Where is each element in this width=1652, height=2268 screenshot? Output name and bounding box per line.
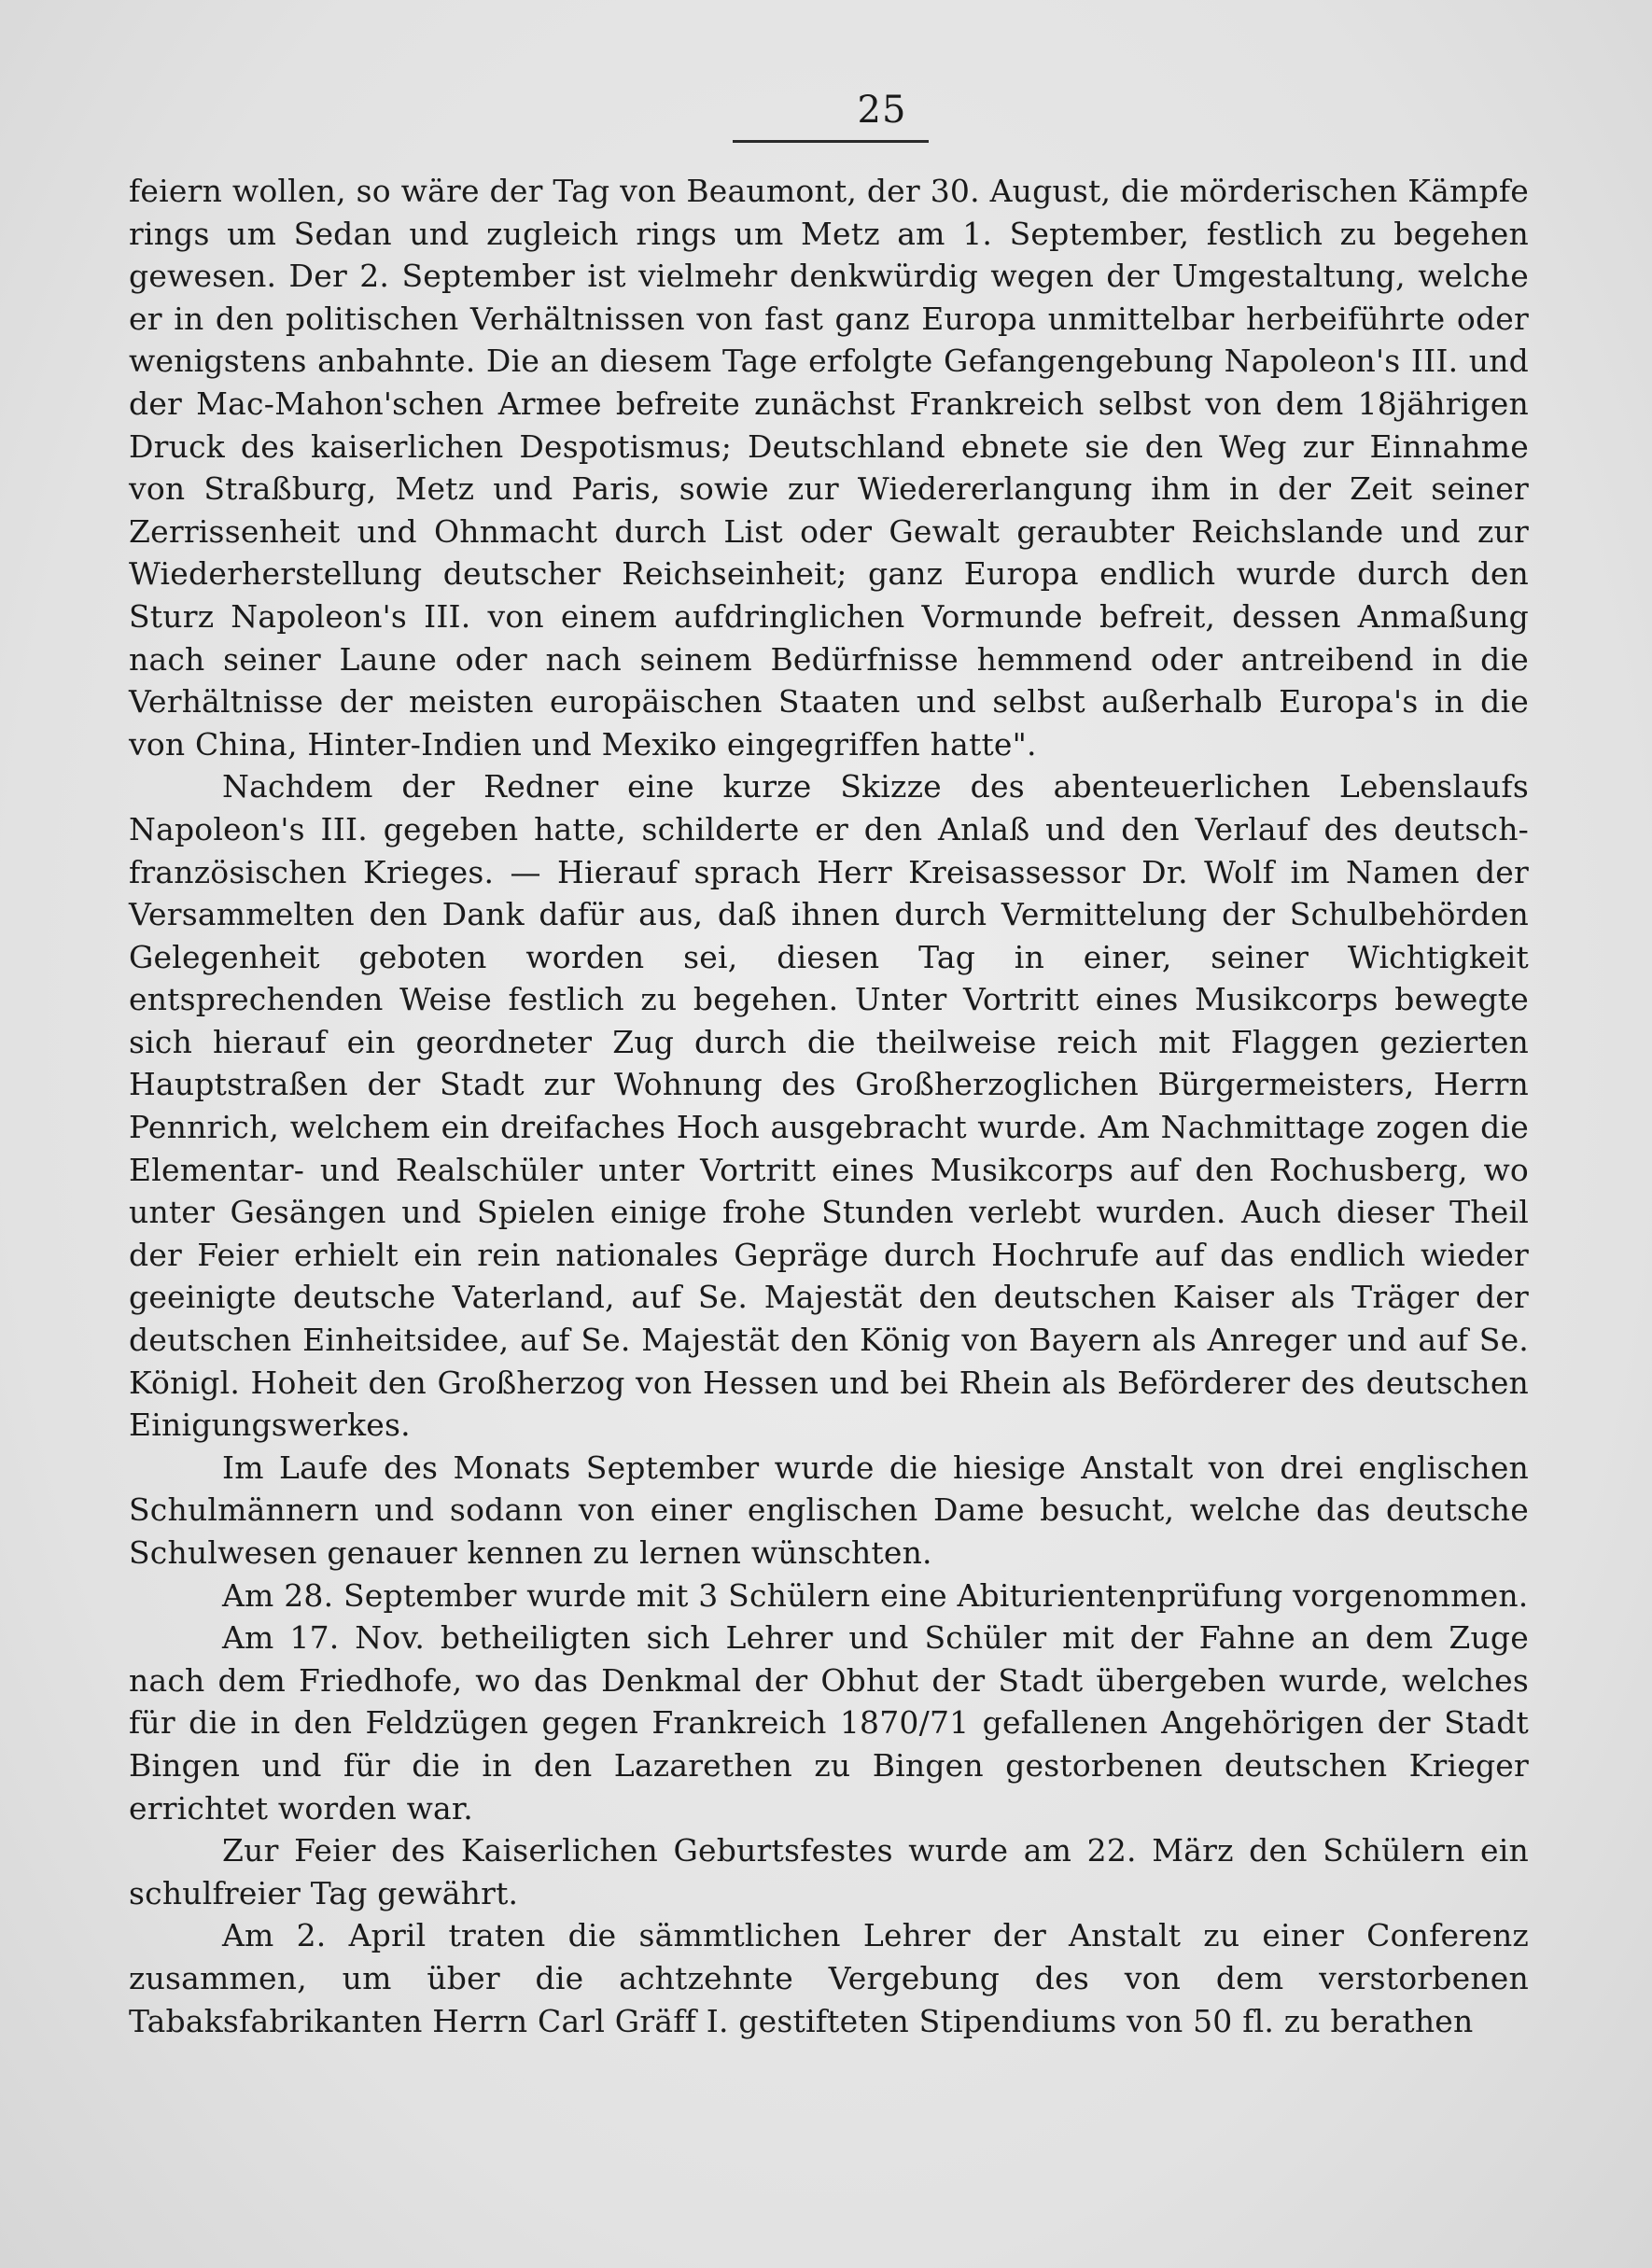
paragraph-speaker: Nachdem der Redner eine kurze Skizze des abenteuerlichen Lebenslaufs Napoleon's III. gegeben hatte, schilderte er den Anlaß und den Verlauf des deutsch-französischen Krieges. — Hierauf sprach Herr Kreisassessor Dr. Wolf im Namen der Versammelten den Dank dafür aus, daß ihnen durch Vermittelung der Schulbehörden Gelegenheit geboten worden sei, diesen Tag in einer, seiner Wichtigkeit entsprechenden Weise festlich zu begehen. Unter Vortritt eines Musikcorps bewegte sich hierauf ein geordneter Zug durch die theilweise reich mit Flaggen gezierten Hauptstraßen der Stadt zur Wohnung des Großherzoglichen Bürgermeisters, Herrn Pennrich, welchem ein dreifaches Hoch ausgebracht wurde. Am Nachmittage zogen die Elementar- und Realschüler unter Vortritt eines Musikcorps auf den Rochusberg, wo unter Gesängen und Spielen einige frohe Stunden verlebt wurden. Auch dieser Theil der Feier erhielt ein rein nationales Gepräge durch Hochrufe auf das endlich wieder geeinigte deutsche Vaterland, auf Se. Majestät den deutschen Kaiser als Träger der deutschen Einheitsidee, auf Se. Majestät den König von Bayern als Anreger und auf Se. Königl. Hoheit den Großherzog von Hessen und bei Rhein als Beförderer des deutschen Einigungswerkes. <box>129 768 1529 1444</box>
paragraph-continuation: feiern wollen, so wäre der Tag von Beaumont, der 30. August, die mörderischen Kämpfe rings um Sedan und zugleich rings um Metz am 1. September, festlich zu begehen gewesen. Der 2. September ist vielmehr denkwürdig wegen der Umgestaltung, welche er in den politischen Verhältnissen von fast ganz Europa unmittelbar herbeiführte oder wenigstens anbahnte. Die an diesem Tage erfolgte Gefangengebung Napoleon's III. und der Mac-Mahon'schen Armee befreite zunächst Frankreich selbst von dem 18jährigen Druck des kaiserlichen Despotismus; Deutschland ebnete sie den Weg zur Einnahme von Straßburg, Metz und Paris, sowie zur Wiedererlangung ihm in der Zeit seiner Zerrissenheit und Ohnmacht durch List oder Gewalt geraubter Reichslande und zur Wiederherstellung deutscher Reichseinheit; ganz Europa endlich wurde durch den Sturz Napoleon's III. von einem aufdringlichen Vormunde befreit, dessen Anmaßung nach seiner Laune oder nach seinem Bedürfnisse hemmend oder antreibend in die Verhältnisse der meisten europäischen Staaten und selbst außerhalb Europa's in die von China, Hinter-Indien und Mexiko eingegriffen hatte". <box>129 173 1529 763</box>
body-text <box>129 170 1529 2042</box>
paragraph-september-visit: Im Laufe des Monats September wurde die hiesige Anstalt von drei englischen Schulmännern und sodann von einer englischen Dame besucht, welche das deutsche Schulwesen genauer kennen zu lernen wünschten. <box>129 1449 1529 1571</box>
header-rule <box>733 140 929 143</box>
page-header <box>0 89 1652 132</box>
paragraph-abitur: Am 28. September wurde mit 3 Schülern eine Abiturientenprüfung vorgenommen. <box>222 1576 1529 1614</box>
page-number: 25 <box>857 89 907 132</box>
paragraph-april-conference: Am 2. April traten die sämmtlichen Lehrer der Anstalt zu einer Conferenz zusammen, um über die achtzehnte Vergebung des von dem verstorbenen Tabaksfabrikanten Herrn Carl Gräff I. gestifteten Stipendiums von 50 fl. zu berathen <box>129 1917 1529 2039</box>
paragraph-november-memorial: Am 17. Nov. betheiligten sich Lehrer und Schüler mit der Fahne an dem Zuge nach dem Friedhofe, wo das Denkmal der Obhut der Stadt übergeben wurde, welches für die in den Feldzügen gegen Frankreich 1870/71 gefallenen Angehörigen der Stadt Bingen und für die in den Lazarethen zu Bingen gestorbenen deutschen Krieger errichtet worden war. <box>129 1619 1529 1827</box>
paragraph-kaiser-birthday: Zur Feier des Kaiserlichen Geburtsfestes wurde am 22. März den Schülern ein schulfreier Tag gewährt. <box>129 1832 1529 1911</box>
